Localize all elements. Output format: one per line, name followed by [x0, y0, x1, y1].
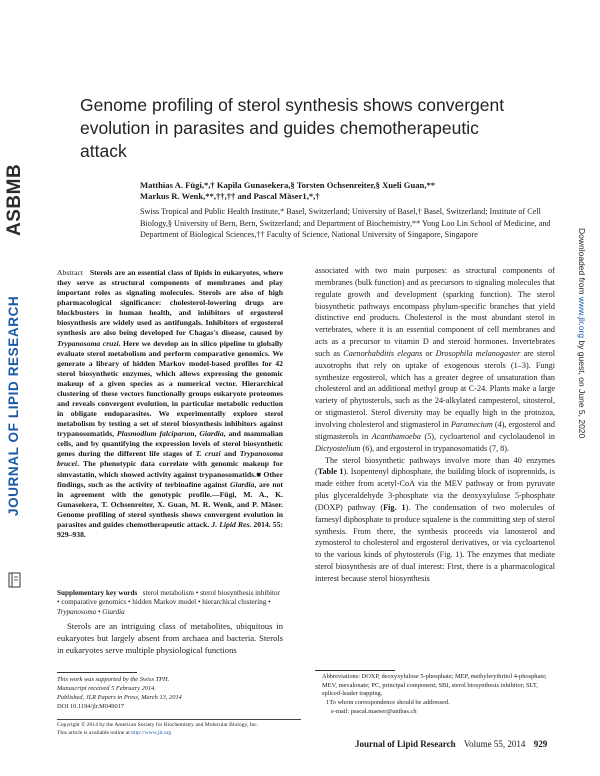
abstract-italic-6: Giardia [230, 479, 255, 489]
para1-text-e: (5), cycloartenol and cyclolaudenol in [420, 431, 556, 441]
abstract-citation-journal: J. Lipid Res. [211, 519, 252, 529]
keywords-label: Supplementary key words [57, 589, 138, 597]
keyword-trypanosoma: Trypanosoma [57, 607, 97, 616]
notes-divider [57, 672, 137, 673]
abbreviations [322, 673, 556, 717]
para2-text-c: ). The condensation of two molecules of farnesyl diphosphate to produce squalene is the committing step of sterol synthesis. From there, the synthesis proceeds via lanosterol and zymosterol to cholesterol and ergosterol derivatives, or via cycloartenol to the various kinds of phytosterols (Fig. 1). The enzymes that mediate sterol biosynthesis are of dual interest: First, there is a pharmacological interest because sterol biosynthesis [315, 502, 555, 583]
doi-note: DOI 10.1194/jlr.M049017 [57, 702, 125, 710]
body-paragraph-2 [315, 455, 555, 585]
journal-url-link[interactable]: http://www.jlr.org [131, 730, 172, 737]
author-list [140, 180, 560, 202]
abstract-sep-1: , [194, 429, 200, 439]
funding-note: This work was supported by the Swiss TPH. [57, 676, 170, 683]
table-1-link[interactable]: Table 1 [317, 467, 344, 477]
received-note: Manuscript received 5 February 2014. [57, 684, 156, 692]
abstract-italic-1: Trypanosoma cruzi [57, 338, 119, 348]
article-title: Genome profiling of sterol synthesis shows convergent evolution in parasites and guides chemotherapeutic attack [80, 95, 505, 161]
journal-vertical-title [6, 276, 30, 516]
para1-text-c: are sterol auxotrophs that rely on uptake of exogenous sterols (1–3). Fungi synthesize ergosterol, which has a greater degree of unsaturation than cholesterol and an additional methyl group at C-24. Plants make a large variety of phytosterols, such as the 24-alkylated campesterol, sitosterol, or stigmasterol. Sterol diversity may be equally high in the protozoa, involving cholesterol and stigmasterol in [315, 348, 556, 429]
abstract-citation-rest: 2014. 55: 929–938. [57, 519, 284, 540]
download-note [575, 228, 589, 618]
keywords-text: sterol metabolism • sterol biosynthesis inhibitor • comparative genomics • hidden Markov model • hierarchical clustering • [57, 589, 280, 607]
copyright-divider [57, 719, 301, 720]
para1-italic-c: Paramecium [450, 419, 493, 429]
abstract-text-6: , are not in agreement with the genotypic profile.—Fügi, M. A., K. Gunasekera, T. Ochsenreiter, X. Guan, M. R. Wenk, and P. Mäser. Genome profiling of sterol synthesis shows convergent evolution in parasites and guides chemotherapeutic attack. [57, 479, 283, 529]
copyright [57, 721, 317, 738]
download-note-suffix: by guest, on June 5, 2020 [577, 338, 587, 439]
para1-italic-d: Acanthamoeba [371, 431, 421, 441]
asbmb-logo-text: ASBMB [4, 163, 25, 236]
abbreviations-text: Abbreviations: DOXP, deoxyxylulose 5-phosphate; MEP, methylerythritol 4-phosphate; MEV, mevalonate; PC, principal component; SBI, sterol biosynthesis inhibitor; SLT, spliced-leader trapping. [322, 673, 547, 698]
intro-paragraph: Sterols are an intriguing class of metabolites, ubiquitous in eukaryotes but largely absent from archaea and bacteria. Sterols in eukaryotes serve multiple physiological functions [57, 621, 283, 655]
copyright-line: Copyright © 2014 by the American Society for Biochemistry and Molecular Biology, Inc. [57, 722, 259, 728]
para1-italic-e: Dictyostelium [315, 443, 361, 453]
keywords [57, 589, 283, 617]
para1-italic-a: Caenorhabditis elegans [343, 348, 423, 358]
abstract-text-2: . Here we develop an in silico pipeline to globally evaluate sterol metabolism and perform comparative genomics. We generate a library of hidden Markov model-based profiles for 42 sterol biosynthetic enzymes, which allows expressing the genomic makeup of a given species as a numerical vector. Hierarchical clustering of these vectors functionally groups eukaryote proteomes and reveals convergent evolution, in particular metabolic reduction in obligate endoparasites. We experimentally explore sterol metabolism by testing a set of sterol biosynthesis inhibitors against trypanosomatids, [57, 338, 283, 439]
abstract-text-4: . The phenotypic data correlate with genomic makeup for simvastatin, which showed activity against trypanosomatids. [57, 459, 283, 479]
body-right-column [315, 265, 555, 585]
publication-notes [57, 676, 283, 712]
footer-journal-name: Journal of Lipid Research [355, 739, 456, 749]
para1-text-f: (6), and ergosterol in trypanosomatids (7, 8). [360, 443, 510, 453]
footer-volume: Volume 55, 2014 [463, 739, 526, 749]
para1-italic-b: Drosophila melanogaster [435, 348, 521, 358]
para2-text-b: ). Isopentenyl diphosphate, the building block of isoprenoids, is made either from acetyl-CoA via the MEV pathway or from pyruvate plus glyceraldehyde 3-phosphate via the deoxyxylulose 5-phosphate (DOXP) pathway ( [315, 467, 555, 512]
asbmb-logo [4, 163, 28, 236]
abstract-text-1: Sterols are an essential class of lipids in eukaryotes, where they serve as structural components of membranes and play important roles as signaling molecules. Sterols are also of high pharmacological significance: cholesterol-lowering drugs are blockbusters in human health, and inhibitors of ergosterol biosynthesis are widely used as antifungals. Inhibitors of ergosterol synthesis are also being developed for Chagas's disease, caused by [57, 268, 283, 338]
para1-text-a: associated with two main purposes: as structural components of membranes (bulk function) and as precursors to signaling molecules that regulate growth and development (sparking function). The sterol biosynthetic pathways encompass phylum-specific branches that yield distinctive end products. Cholesterol is the most abundant sterol in vertebrates, where it is an essential component of cell membranes and acts as a precursor to vitamin D and steroid hormones. Invertebrates such as [315, 266, 555, 358]
para1-text-b: or [422, 348, 436, 358]
para2-text-a: The sterol biosynthetic pathways involve more than 40 enzymes ( [315, 455, 555, 477]
para1-text-d: (4), ergosterol and stigmasterols in [315, 419, 555, 441]
correspondence-email: e-mail: pascal.maeser@unibas.ch [331, 707, 417, 715]
keywords-sep: • [96, 607, 103, 616]
page-number: 929 [533, 739, 548, 749]
book-icon [8, 572, 21, 588]
body-paragraph-1 [315, 265, 555, 455]
abstract-italic-5: Trypanosoma brucei [57, 449, 283, 469]
abbreviations-divider [315, 670, 395, 671]
abstract-italic-3: Giardia [199, 429, 224, 439]
journal-vertical-text: JOURNAL OF LIPID RESEARCH [6, 295, 21, 516]
authors-line-2: Markus R. Wenk,**,††,†† and Pascal Mäser1,*,† [140, 191, 320, 202]
fig-1-link[interactable]: Fig. 1 [383, 502, 406, 512]
abstract-sep-2: and [220, 449, 240, 459]
abstract-end-mark-icon: ■ [256, 469, 262, 479]
abstract-text-5: Other findings, such as the activity of terbinafine against [57, 469, 284, 489]
availability-text: This article is available online at [57, 730, 132, 737]
authors-line-1: Matthias A. Fügi,*,† Kapila Gunasekera,§ Torsten Ochsenreiter,§ Xueli Guan,** [140, 180, 436, 190]
abstract-italic-4: T. cruzi [195, 449, 221, 459]
abstract [57, 268, 283, 540]
published-note: Published, JLR Papers in Press, March 13, 2014 [57, 693, 182, 701]
affiliations: Swiss Tropical and Public Health Institute,* Basel, Switzerland; University of Basel,† Basel, Switzerland; Institute of Cell Biology,§ University of Bern, Bern, Switzerland; and Department of Biochemistry,** Yong Loo Lin School of Medicine, and Department of Biological Sciences,†† Faculty of Science, National University of Singapore, Singapore [140, 207, 551, 240]
abstract-label: Abstract [57, 268, 84, 277]
download-note-prefix: Downloaded from [577, 228, 587, 297]
page-footer [355, 739, 555, 749]
correspondence-note: 1To whom correspondence should be addressed. [326, 699, 450, 707]
download-link[interactable]: www.jlr.org [577, 296, 587, 339]
abstract-text-3: , and mammalian cells, and by quantifying the expression levels of sterol biosynthetic genes during the different life stages of [57, 429, 284, 459]
keyword-giardia: Giardia [102, 607, 125, 616]
abstract-italic-2: Plasmodium falciparum [116, 429, 195, 439]
